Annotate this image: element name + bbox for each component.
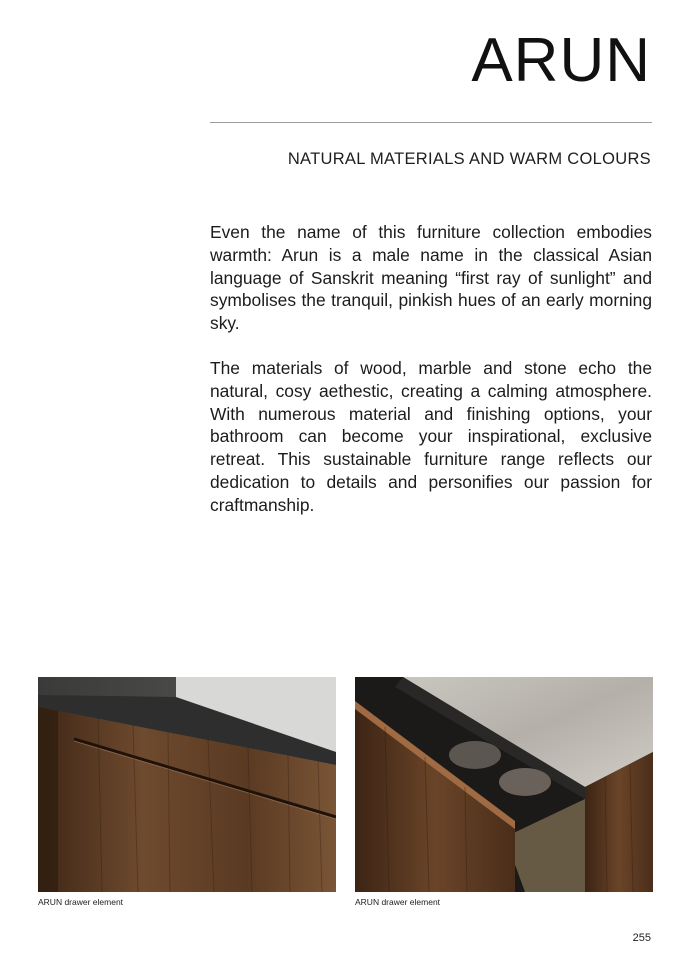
section-subtitle: NATURAL MATERIALS AND WARM COLOURS (287, 150, 651, 168)
paragraph-1: Even the name of this furniture collection embodies warmth: Arun is a male name in the classical Asian language of Sanskrit meaning “first ray of sunlight” and symbolises the tranquil, pinkish hues of an early morning sky. (210, 222, 652, 334)
body-text (210, 221, 652, 539)
image-caption-2: ARUN drawer element (355, 897, 441, 907)
paragraph-2: The materials of wood, marble and stone echo the natural, cosy aethestic, creating a calming atmosphere. With numerous material and finishing options, your bathroom can become your inspirational, exclusive retreat. This sustainable furniture range reflects our dedication to details and personifies our passion for craftmanship. (210, 357, 652, 515)
image-caption-1: ARUN drawer element (38, 897, 124, 907)
drawer-photo-1 (38, 677, 336, 892)
title-divider (210, 122, 652, 123)
page-number: 255 (632, 932, 651, 944)
page-title: ARUN (471, 26, 651, 95)
drawer-photo-2 (355, 677, 653, 892)
